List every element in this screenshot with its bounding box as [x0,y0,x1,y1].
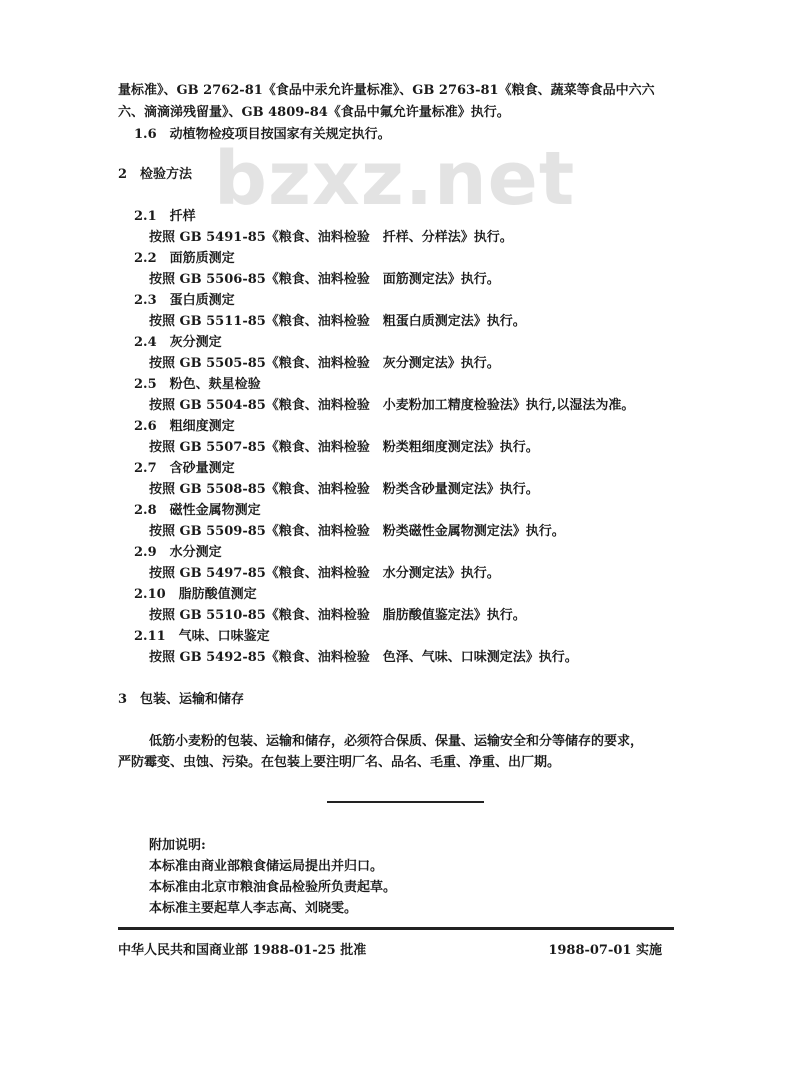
section-3-para-line-1: 低筋小麦粉的包装、运输和储存，必须符合保质、保量、运输安全和分等储存的要求， [149,734,644,749]
clause-2-2-text: 按照 GB 5506-85《粮食、油料检验 面筋测定法》执行。 [149,272,500,287]
clause-2-3-title: 2.3 蛋白质测定 [134,293,235,308]
footer-rule [118,927,674,930]
clause-2-11-title: 2.11 气味、口味鉴定 [134,629,270,644]
clause-2-7-text: 按照 GB 5508-85《粮食、油料检验 粉类含砂量测定法》执行。 [149,482,539,497]
clause-2-9-text: 按照 GB 5497-85《粮食、油料检验 水分测定法》执行。 [149,566,500,581]
clause-2-8-text: 按照 GB 5509-85《粮食、油料检验 粉类磁性金属物测定法》执行。 [149,524,565,539]
section-3-heading: 3 包装、运输和储存 [118,692,245,707]
notes-line-1: 本标准由商业部粮食储运局提出并归口。 [149,859,384,874]
clause-2-11-text: 按照 GB 5492-85《粮食、油料检验 色泽、气味、口味测定法》执行。 [149,650,578,665]
watermark: bzxz.net [214,136,576,222]
clause-2-6-title: 2.6 粗细度测定 [134,419,235,434]
clause-2-1-text: 按照 GB 5491-85《粮食、油料检验 扦样、分样法》执行。 [149,230,513,245]
footer-approval: 中华人民共和国商业部 1988-01-25 批准 [118,943,367,958]
clause-2-1-title: 2.1 扦样 [134,209,196,224]
clause-2-4-title: 2.4 灰分测定 [134,335,222,350]
notes-line-2: 本标准由北京市粮油食品检验所负责起草。 [149,880,397,895]
footer-implementation: 1988-07-01 实施 [548,943,662,958]
clause-2-10-text: 按照 GB 5510-85《粮食、油料检验 脂肪酸值鉴定法》执行。 [149,608,526,623]
section-2-heading: 2 检验方法 [118,167,193,182]
clause-2-5-text: 按照 GB 5504-85《粮食、油料检验 小麦粉加工精度检验法》执行,以湿法为准。 [149,398,635,413]
section-divider [327,801,484,803]
notes-heading: 附加说明: [149,838,206,853]
clause-2-5-title: 2.5 粉色、麸星检验 [134,377,261,392]
clause-2-4-text: 按照 GB 5505-85《粮食、油料检验 灰分测定法》执行。 [149,356,500,371]
clause-2-8-title: 2.8 磁性金属物测定 [134,503,261,518]
notes-line-3: 本标准主要起草人李志高、刘晓雯。 [149,901,358,916]
clause-2-10-title: 2.10 脂肪酸值测定 [134,587,257,602]
intro-line-1: 量标准》、GB 2762-81《食品中汞允许量标准》、GB 2763-81《粮食、蔬菜等食品中六六 [118,83,655,98]
clause-2-2-title: 2.2 面筋质测定 [134,251,235,266]
section-3-para-line-2: 严防霉变、虫蚀、污染。在包装上要注明厂名、品名、毛重、净重、出厂期。 [118,755,561,770]
clause-2-9-title: 2.9 水分测定 [134,545,222,560]
intro-line-2: 六、滴滴涕残留量》、GB 4809-84《食品中氟允许量标准》执行。 [118,105,510,120]
clause-2-3-text: 按照 GB 5511-85《粮食、油料检验 粗蛋白质测定法》执行。 [149,314,526,329]
clause-2-7-title: 2.7 含砂量测定 [134,461,235,476]
clause-1-6: 1.6 动植物检疫项目按国家有关规定执行。 [134,127,391,142]
clause-2-6-text: 按照 GB 5507-85《粮食、油料检验 粉类粗细度测定法》执行。 [149,440,539,455]
